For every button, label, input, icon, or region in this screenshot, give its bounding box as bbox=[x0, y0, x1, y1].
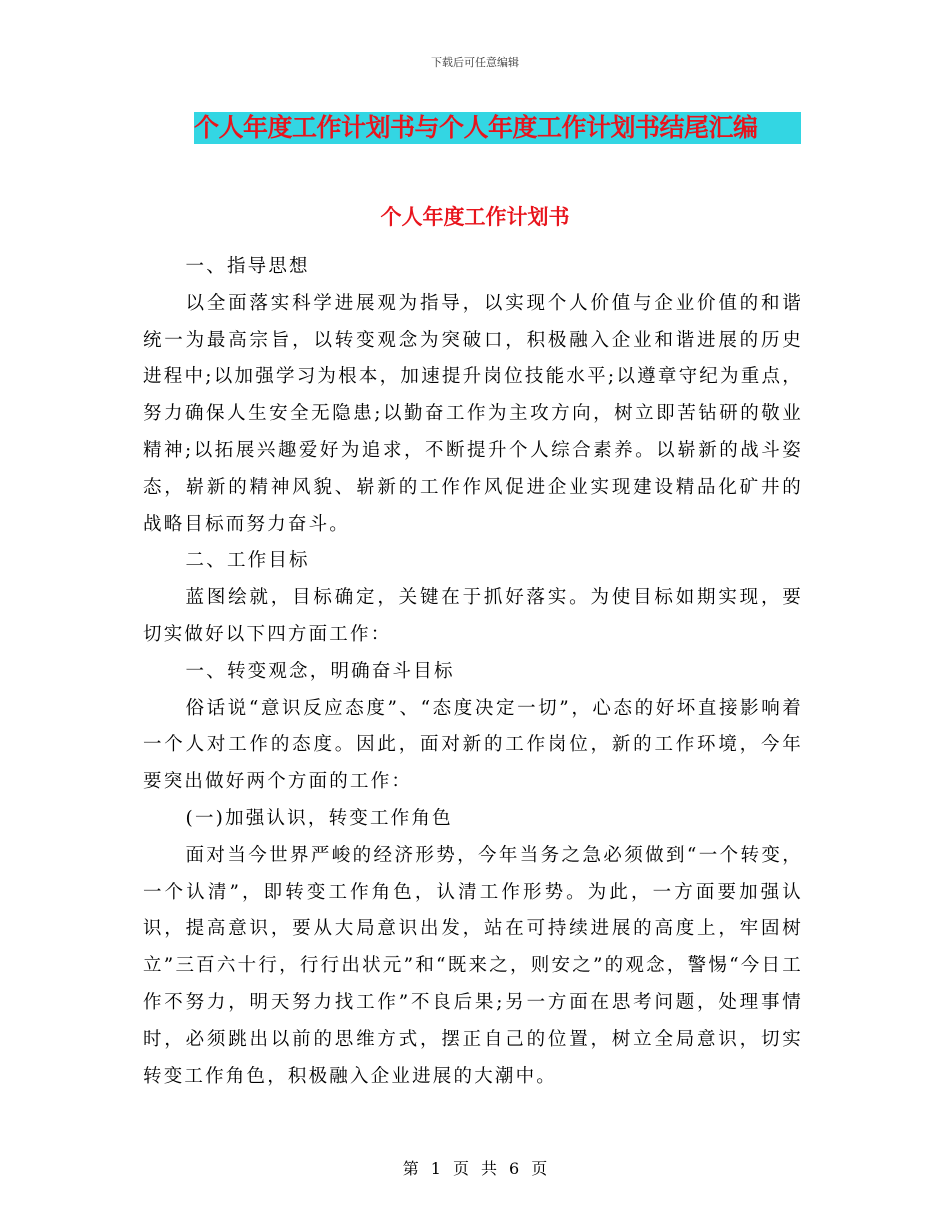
document-title: 个人年度工作计划书与个人年度工作计划书结尾汇编 bbox=[194, 112, 801, 144]
footer-suffix: 页 bbox=[531, 1159, 548, 1178]
subheading-strengthen-awareness: (一)加强认识，转变工作角色 bbox=[185, 807, 453, 829]
heading-work-goals: 二、工作目标 bbox=[185, 550, 310, 572]
total-pages: 6 bbox=[509, 1159, 520, 1178]
heading-change-concepts: 一、转变观念，明确奋斗目标 bbox=[185, 660, 455, 682]
page-footer bbox=[0, 1156, 950, 1179]
page-number: 1 bbox=[430, 1159, 441, 1178]
paragraph: 以全面落实科学进展观为指导，以实现个人价值与企业价值的和谐统一为最高宗旨，以转变观念为突破口，积极融入企业和谐进展的历史进程中;以加强学习为根本，加速提升岗位技能水平;以遵章守纪为重点，努力确保人生安全无隐患;以勤奋工作为主攻方向，树立即苦钻研的敬业精神;以拓展兴趣爱好为追求，不断提升个人综合素养。以崭新的战斗姿态，崭新的精神风貌、崭新的工作作风促进企业实现建设精品化矿井的战略目标而努力奋斗。 bbox=[143, 292, 803, 535]
paragraph: 蓝图绘就，目标确定，关键在于抓好落实。为使目标如期实现，要切实做好以下四方面工作： bbox=[143, 587, 803, 645]
header-note: 下载后可任意编辑 bbox=[431, 56, 519, 69]
footer-prefix: 第 bbox=[402, 1159, 419, 1178]
section-title: 个人年度工作计划书 bbox=[380, 205, 570, 229]
footer-total-prefix: 共 bbox=[481, 1159, 498, 1178]
footer-mid: 页 bbox=[452, 1159, 469, 1178]
heading-guiding-ideology: 一、指导思想 bbox=[185, 256, 310, 277]
document-body bbox=[143, 249, 803, 1095]
paragraph: 面对当今世界严峻的经济形势，今年当务之急必须做到“一个转变，一个认清”，即转变工作角色，认清工作形势。为此，一方面要加强认识，提高意识，要从大局意识出发，站在可持续进展的高度上，牢固树立”三百六十行，行行出状元”和“既来之，则安之”的观念，警惕“今日工作不努力，明天努力找工作”不良后果;另一方面在思考问题，处理事情时，必须跳出以前的思维方式，摆正自己的位置，树立全局意识，切实转变工作角色，积极融入企业进展的大潮中。 bbox=[143, 844, 803, 1087]
paragraph: 俗话说“意识反应态度”、“态度决定一切”，心态的好坏直接影响着一个人对工作的态度。因此，面对新的工作岗位，新的工作环境，今年要突出做好两个方面的工作： bbox=[143, 697, 803, 793]
